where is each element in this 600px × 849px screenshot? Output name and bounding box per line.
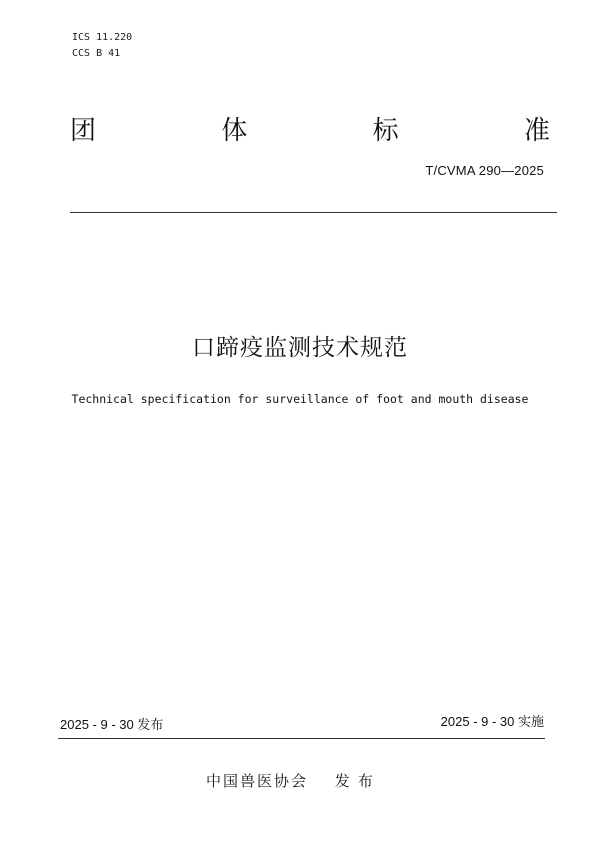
document-title-english: Technical specification for surveillance of foot and mouth disease	[71, 392, 529, 406]
ccs-code: CCS B 41	[72, 48, 121, 59]
heading-char: 准	[523, 116, 550, 146]
classification-codes	[72, 30, 132, 62]
heading-char: 团	[70, 116, 97, 146]
standard-number: T/CVMA 290—2025	[425, 163, 544, 178]
implementation-date: 2025 - 9 - 30 实施	[440, 714, 544, 729]
publisher-line	[206, 770, 381, 792]
document-title-chinese: 口蹄疫监测技术规范	[192, 335, 408, 361]
heading-char: 标	[372, 116, 399, 146]
release-date: 2025 - 9 - 30 发布	[60, 717, 164, 732]
footer-divider	[58, 738, 545, 739]
heading-char: 体	[221, 116, 248, 146]
publisher-organization: 中国兽医协会	[206, 772, 309, 790]
publisher-action: 发布	[334, 772, 381, 790]
ics-code: ICS 11.220	[72, 32, 133, 43]
header-divider	[70, 212, 557, 213]
standard-type-heading	[70, 114, 550, 148]
